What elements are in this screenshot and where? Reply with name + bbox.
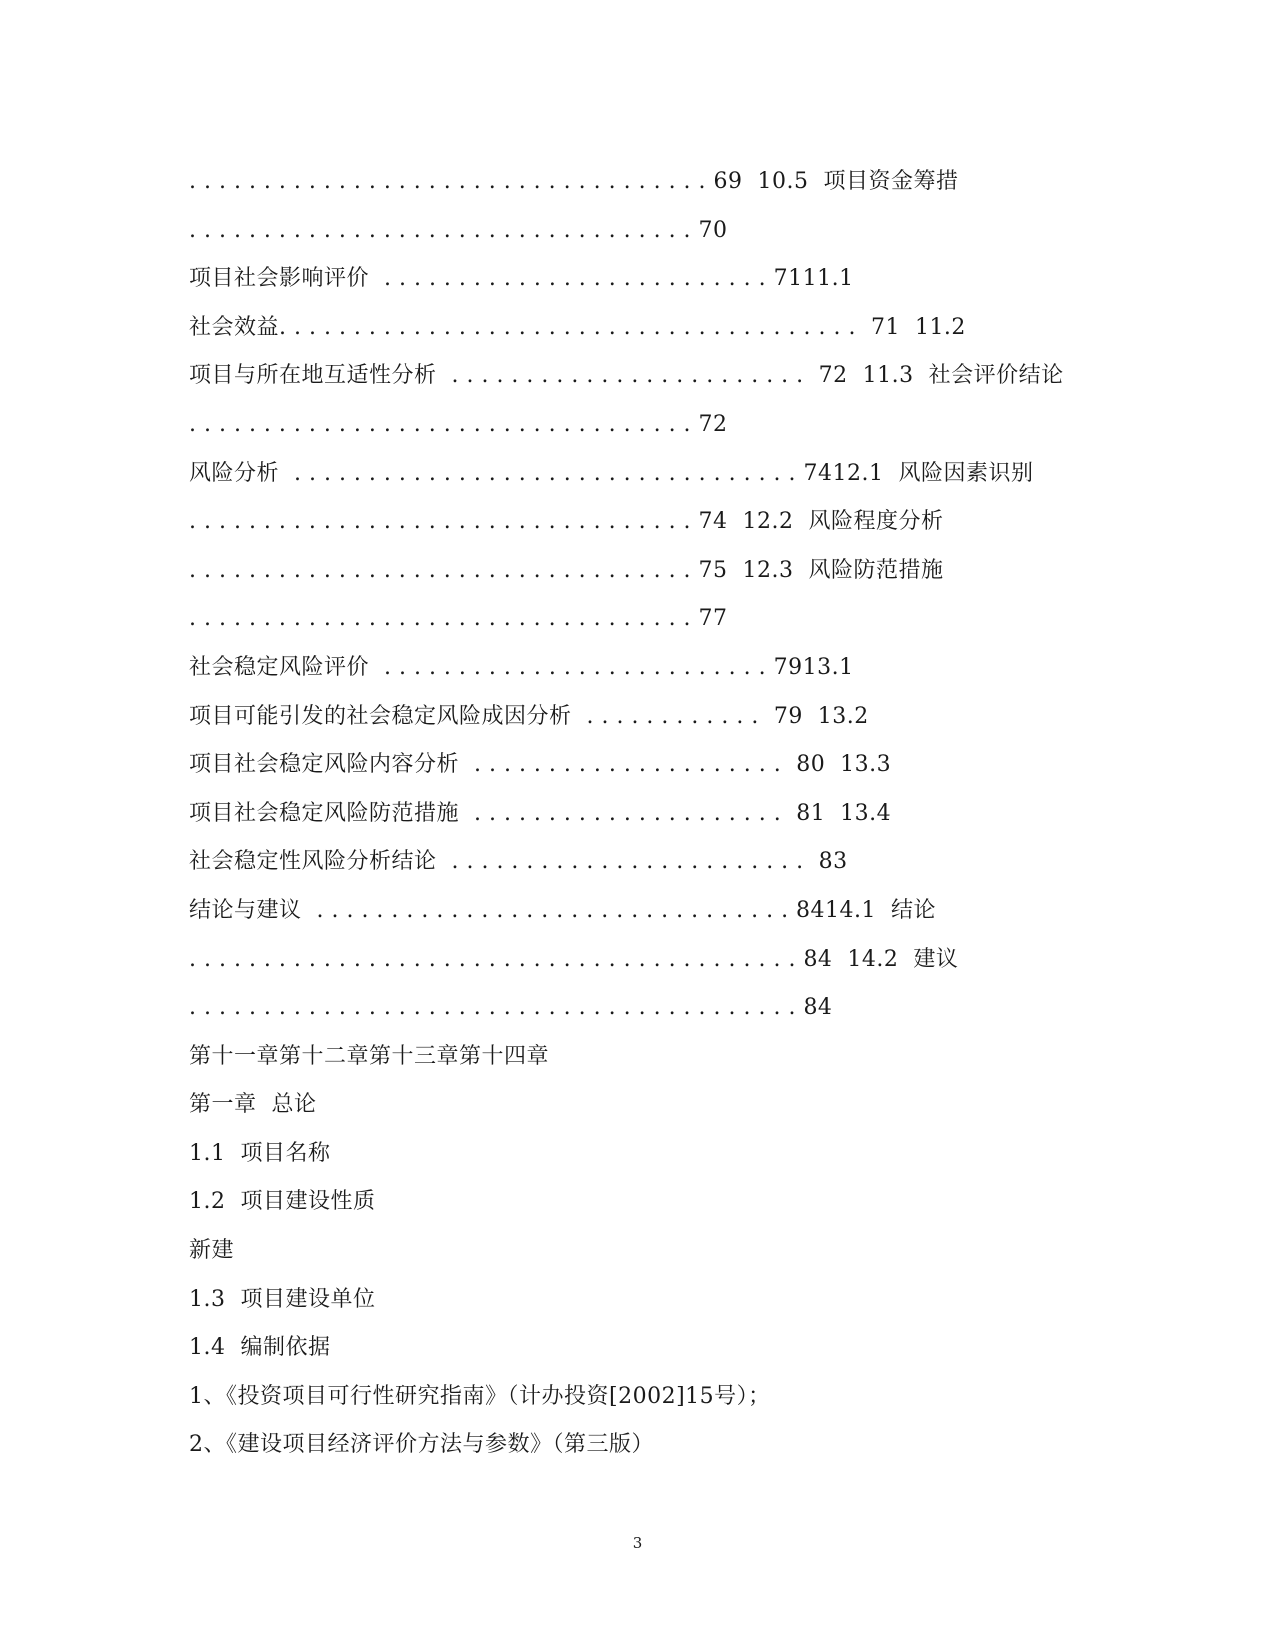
page-number: 3 [632, 1534, 643, 1552]
toc-line: 项目社会稳定风险内容分析 . . . . . . . . . . . . . . . . . . . . . 80 13.3 [189, 752, 892, 778]
chapter-heading: 第一章 总论 [189, 1092, 317, 1118]
reference-item: 1、《投资项目可行性研究指南》（计办投资[2002]15号）； [189, 1383, 771, 1409]
toc-line: 风险分析 . . . . . . . . . . . . . . . . . . . . . . . . . . . . . . . . . . 7412.1 风险因素识别 [189, 460, 1034, 486]
section-heading: 1.4 编制依据 [189, 1335, 331, 1361]
toc-line: . . . . . . . . . . . . . . . . . . . . . . . . . . . . . . . . . . . 69 10.5 项目资金筹措 [189, 169, 959, 194]
toc-line: 结论与建议 . . . . . . . . . . . . . . . . . . . . . . . . . . . . . . . . 8414.1 结论 [189, 897, 937, 923]
toc-line: . . . . . . . . . . . . . . . . . . . . . . . . . . . . . . . . . . 72 [189, 411, 728, 437]
toc-line: 社会稳定性风险分析结论 . . . . . . . . . . . . . . . . . . . . . . . . 83 [189, 849, 848, 875]
section-heading: 1.1 项目名称 [189, 1140, 331, 1166]
section-heading: 1.2 项目建设性质 [189, 1189, 376, 1215]
toc-line: 项目与所在地互适性分析 . . . . . . . . . . . . . . . . . . . . . . . . 72 11.3 社会评价结论 [189, 363, 1064, 389]
toc-line: . . . . . . . . . . . . . . . . . . . . . . . . . . . . . . . . . . 74 12.2 风险程度分析 [189, 509, 944, 535]
toc-line: . . . . . . . . . . . . . . . . . . . . . . . . . . . . . . . . . . . . . . . . . 84 [189, 995, 833, 1021]
toc-line: 项目可能引发的社会稳定风险成因分析 . . . . . . . . . . . . 79 13.2 [189, 703, 869, 729]
toc-line: . . . . . . . . . . . . . . . . . . . . . . . . . . . . . . . . . . 70 [189, 217, 728, 243]
toc-line: 社会效益. . . . . . . . . . . . . . . . . . . . . . . . . . . . . . . . . . . . . . . 71 11.2 [189, 314, 966, 340]
section-heading: 1.3 项目建设单位 [189, 1286, 376, 1312]
document-body [189, 158, 1089, 1470]
toc-line: 项目社会影响评价 . . . . . . . . . . . . . . . . . . . . . . . . . . 7111.1 [189, 266, 854, 292]
toc-line: . . . . . . . . . . . . . . . . . . . . . . . . . . . . . . . . . . 77 [189, 606, 728, 632]
chapter-list: 第十一章第十二章第十三章第十四章 [189, 1043, 550, 1069]
toc-line: 项目社会稳定风险防范措施 . . . . . . . . . . . . . . . . . . . . . 81 13.4 [189, 800, 892, 826]
body-text: 新建 [189, 1238, 235, 1264]
toc-line: 社会稳定风险评价 . . . . . . . . . . . . . . . . . . . . . . . . . . 7913.1 [189, 654, 854, 680]
reference-item: 2、《建设项目经济评价方法与参数》（第三版） [189, 1432, 654, 1458]
toc-line: . . . . . . . . . . . . . . . . . . . . . . . . . . . . . . . . . . 75 12.3 风险防范措施 [189, 557, 944, 583]
toc-line: . . . . . . . . . . . . . . . . . . . . . . . . . . . . . . . . . . . . . . . . . 84 14.2 建议 [189, 946, 959, 972]
